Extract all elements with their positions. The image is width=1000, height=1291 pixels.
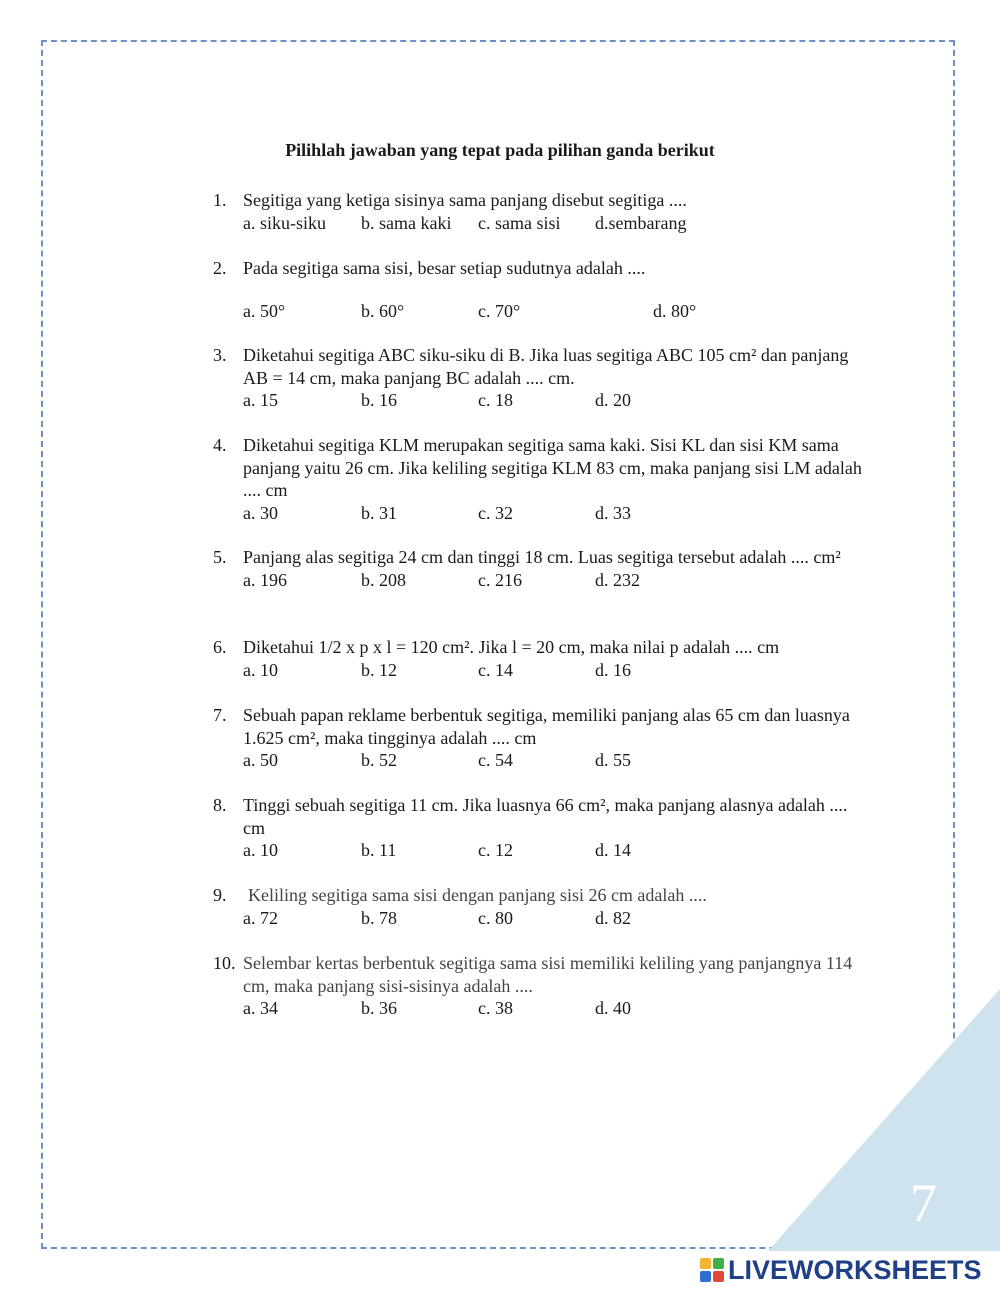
option-d[interactable]: d. 14 xyxy=(595,840,631,860)
option-d[interactable]: d. 40 xyxy=(595,998,631,1018)
options xyxy=(243,300,873,322)
option-b[interactable]: b. sama kaki xyxy=(361,212,452,233)
option-c[interactable]: c. 216 xyxy=(478,569,522,590)
question-5 xyxy=(213,546,873,591)
question-text: Pada segitiga sama sisi, besar setiap sudutnya adalah .... xyxy=(243,258,646,278)
question-6 xyxy=(213,636,873,681)
question-8 xyxy=(213,794,873,861)
question-number: 3. xyxy=(213,345,227,365)
question-2 xyxy=(213,257,873,322)
question-9 xyxy=(213,884,873,929)
options xyxy=(243,502,873,524)
option-a[interactable]: a. 10 xyxy=(243,840,278,860)
option-d[interactable]: d.sembarang xyxy=(595,212,687,233)
question-1 xyxy=(213,189,873,234)
option-d[interactable]: d. 33 xyxy=(595,502,631,523)
option-b[interactable]: b. 16 xyxy=(361,390,397,410)
option-a[interactable]: a. 15 xyxy=(243,390,278,410)
options xyxy=(243,212,873,234)
option-d[interactable]: d. 55 xyxy=(595,750,631,770)
option-b[interactable]: b. 52 xyxy=(361,750,397,770)
option-b[interactable]: b. 11 xyxy=(361,840,397,860)
brand-footer[interactable] xyxy=(700,1253,982,1287)
question-text: Panjang alas segitiga 24 cm dan tinggi 18 cm. Luas segitiga tersebut adalah .... cm² xyxy=(243,547,841,567)
options xyxy=(243,659,873,681)
question-number: 8. xyxy=(213,795,227,815)
option-a[interactable]: a. 34 xyxy=(243,998,278,1018)
option-d[interactable]: d. 20 xyxy=(595,390,631,410)
option-a[interactable]: a. 50 xyxy=(243,750,278,770)
option-a[interactable]: a. 10 xyxy=(243,659,278,680)
option-a[interactable]: a. 30 xyxy=(243,502,278,523)
option-a[interactable]: a. 50° xyxy=(243,300,286,321)
option-b[interactable]: b. 36 xyxy=(361,998,397,1018)
option-d[interactable]: d. 232 xyxy=(595,569,640,590)
options xyxy=(243,389,873,411)
option-a[interactable]: a. siku-siku xyxy=(243,212,326,233)
option-d[interactable]: d. 80° xyxy=(653,300,697,321)
question-7 xyxy=(213,704,873,771)
options xyxy=(243,749,873,771)
option-d[interactable]: d. 16 xyxy=(595,659,631,680)
question-number: 10. xyxy=(213,953,236,973)
options xyxy=(243,907,873,929)
page-number: 7 xyxy=(910,1173,937,1233)
option-b[interactable]: b. 12 xyxy=(361,659,397,680)
question-text: Keliling segitiga sama sisi dengan panjang sisi 26 cm adalah .... xyxy=(248,885,707,905)
options xyxy=(243,569,873,591)
option-c[interactable]: c. 12 xyxy=(478,840,513,860)
option-c[interactable]: c. 54 xyxy=(478,750,513,770)
option-b[interactable]: b. 60° xyxy=(361,300,405,321)
liveworksheets-logo-icon xyxy=(700,1258,724,1282)
worksheet-title: Pilihlah jawaban yang tepat pada pilihan ganda berikut xyxy=(285,140,715,160)
option-a[interactable]: a. 72 xyxy=(243,907,278,928)
question-number: 5. xyxy=(213,547,227,567)
option-d[interactable]: d. 82 xyxy=(595,907,631,928)
option-c[interactable]: c. 38 xyxy=(478,998,513,1018)
option-c[interactable]: c. sama sisi xyxy=(478,212,561,233)
question-text: Selembar kertas berbentuk segitiga sama sisi memiliki keliling yang panjangnya 114 cm, maka panjang sisi-sisinya adalah .... xyxy=(243,953,853,996)
option-b[interactable]: b. 78 xyxy=(361,907,397,928)
brand-name: LIVEWORKSHEETS xyxy=(728,1254,982,1285)
question-text: Sebuah papan reklame berbentuk segitiga, memiliki panjang alas 65 cm dan luasnya 1.625 cm², maka tingginya adalah .... cm xyxy=(243,705,850,748)
option-c[interactable]: c. 80 xyxy=(478,907,513,928)
question-text: Diketahui 1/2 x p x l = 120 cm². Jika l = 20 cm, maka nilai p adalah .... cm xyxy=(243,637,780,657)
question-number: 7. xyxy=(213,705,227,725)
options xyxy=(243,839,873,861)
option-c[interactable]: c. 14 xyxy=(478,659,513,680)
question-4 xyxy=(213,434,873,524)
option-b[interactable]: b. 208 xyxy=(361,569,406,590)
question-number: 1. xyxy=(213,190,227,210)
question-number: 9. xyxy=(213,885,227,905)
question-3 xyxy=(213,344,873,411)
option-c[interactable]: c. 32 xyxy=(478,502,513,523)
question-text: Segitiga yang ketiga sisinya sama panjang disebut segitiga .... xyxy=(243,190,687,210)
question-text: Tinggi sebuah segitiga 11 cm. Jika luasnya 66 cm², maka panjang alasnya adalah .... cm xyxy=(243,795,848,838)
corner-triangle-decoration xyxy=(768,989,1000,1251)
option-c[interactable]: c. 70° xyxy=(478,300,521,321)
question-number: 4. xyxy=(213,435,227,455)
question-text: Diketahui segitiga ABC siku-siku di B. Jika luas segitiga ABC 105 cm² dan panjang AB = 14 cm, maka panjang BC adalah .... cm. xyxy=(243,345,849,388)
question-number: 2. xyxy=(213,258,227,278)
option-b[interactable]: b. 31 xyxy=(361,502,397,523)
question-text: Diketahui segitiga KLM merupakan segitiga sama kaki. Sisi KL dan sisi KM sama panjang yaitu 26 cm. Jika keliling segitiga KLM 83 cm, maka panjang sisi LM adalah .... cm xyxy=(243,435,862,500)
option-a[interactable]: a. 196 xyxy=(243,569,287,590)
question-number: 6. xyxy=(213,637,227,657)
option-c[interactable]: c. 18 xyxy=(478,390,513,410)
